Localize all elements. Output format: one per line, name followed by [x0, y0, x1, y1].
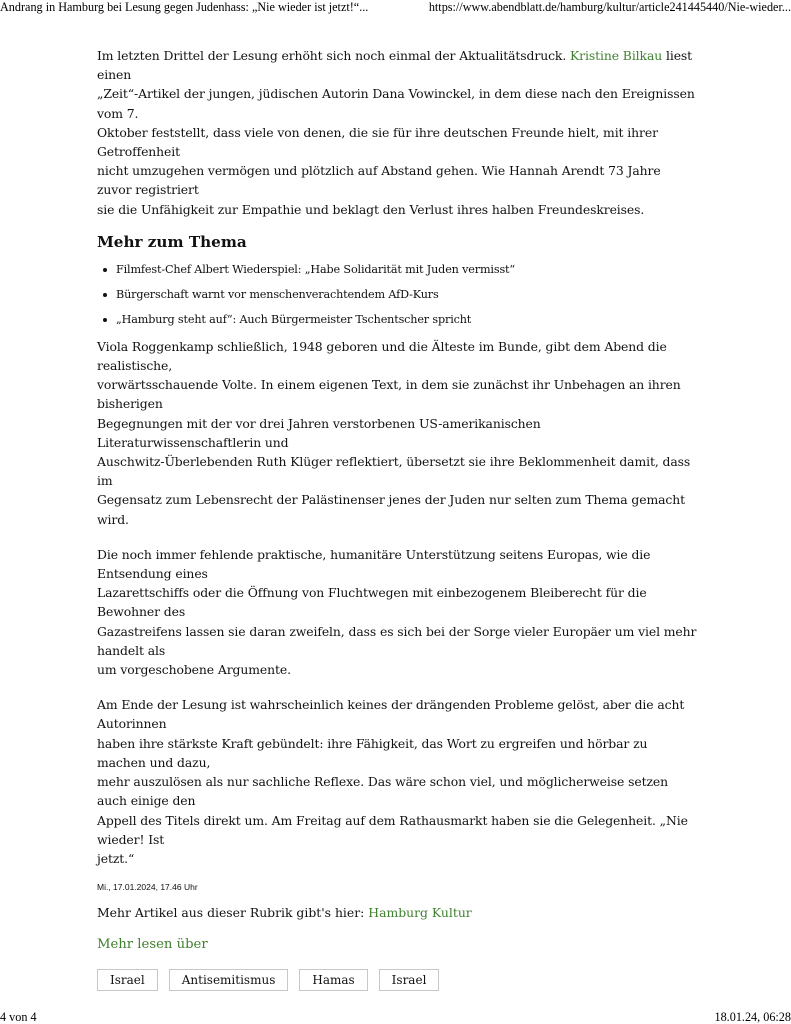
topic-link[interactable]: Filmfest-Chef Albert Wiederspiel: „Habe Solidarität mit Juden vermisst“ [116, 262, 515, 276]
list-item[interactable] [116, 313, 697, 327]
more-topic-heading: Mehr zum Thema [97, 232, 247, 251]
paragraph-text: Gazastreifens lassen sie daran zweifeln, dass es sich bei der Sorge vieler Europäer um viel mehr handelt als [97, 623, 697, 658]
article-body [97, 46, 697, 991]
paragraph-text: sie die Unfähigkeit zur Empathie und beklagt den Verlust ihres halben Freundeskreises. [97, 201, 645, 217]
tag-button-hamas[interactable]: Hamas [299, 969, 367, 991]
paragraph-text: Gegensatz zum Lebensrecht der Palästinenser jenes der Juden nur selten zum Thema gemacht wird. [97, 492, 686, 527]
tag-button-israel[interactable]: Israel [97, 969, 158, 991]
paragraph-text: um vorgeschobene Argumente. [97, 662, 291, 678]
paragraph-bilkau [97, 46, 697, 219]
bullet-icon [103, 293, 107, 297]
paragraph-text: liest einen [97, 48, 693, 83]
paragraph-text: „Zeit“-Artikel der jungen, jüdischen Autorin Dana Vowinckel, in dem diese nach den Ereignissen vom 7. [97, 86, 695, 121]
list-item[interactable] [116, 288, 697, 302]
paragraph-text: Lazarettschiffs oder die Öffnung von Fluchtwegen mit einbezogenem Bleiberecht für die Bewohner des [97, 585, 647, 620]
read-more-heading: Mehr lesen über [97, 937, 208, 953]
paragraph-text: Viola Roggenkamp schließlich, 1948 geboren und die Älteste im Bunde, gibt dem Abend die realistische, [97, 338, 667, 374]
paragraph-text: Appell des Titels direkt um. Am Freitag auf dem Rathausmarkt haben sie die Gelegenheit. „Nie wieder! Ist [97, 812, 688, 847]
print-header-url: https://www.abendblatt.de/hamburg/kultur/article241445440/Nie-wieder... [428, 0, 791, 14]
paragraph-text: Auschwitz-Überlebenden Ruth Klüger reflektiert, übersetzt sie ihre Beklommenheit damit, dass im [97, 454, 691, 489]
paragraph-text: Im letzten Drittel der Lesung erhöht sich noch einmal der Aktualitätsdruck. [97, 48, 571, 63]
paragraph-text: vorwärtsschauende Volte. In einem eigenen Text, in dem sie zunächst ihr Unbehagen an ihren bisherigen [97, 377, 681, 412]
more-articles-line [97, 904, 697, 921]
paragraph-text: Die noch immer fehlende praktische, humanitäre Unterstützung seitens Europas, wie die Entsendung eines [97, 546, 651, 582]
paragraph-roggenkamp [97, 337, 697, 529]
list-item[interactable] [116, 263, 697, 277]
paragraph-text: Oktober feststellt, dass viele von denen, die sie für ihre deutschen Freunde hielt, mit ihrer Getroffenheit [97, 124, 658, 160]
tag-button-antisemitismus[interactable]: Antisemitismus [169, 969, 289, 991]
more-articles-prefix: Mehr Artikel aus dieser Rubrik gibt's hier: [97, 905, 369, 921]
paragraph-conclusion [97, 695, 697, 868]
paragraph-text: nicht umzugehen vermögen und plötzlich auf Abstand gehen. Wie Hannah Arendt 73 Jahre zuvor registriert [97, 163, 661, 198]
topic-link[interactable]: Bürgerschaft warnt vor menschenverachtendem AfD-Kurs [116, 287, 439, 301]
page-counter: 4 von 4 [0, 1010, 37, 1024]
bullet-icon [103, 318, 107, 322]
paragraph-europe [97, 545, 697, 679]
publish-date: Mi., 17.01.2024, 17.46 Uhr [97, 882, 198, 893]
print-datetime: 18.01.24, 06:28 [714, 1010, 791, 1024]
tag-button-israel-2[interactable]: Israel [379, 969, 440, 991]
paragraph-text: Am Ende der Lesung ist wahrscheinlich keines der drängenden Probleme gelöst, aber die acht Autorinnen [97, 697, 685, 732]
author-link-kristine-bilkau[interactable]: Kristine Bilkau [570, 48, 663, 63]
print-header [0, 0, 791, 14]
paragraph-text: Begegnungen mit der vor drei Jahren verstorbenen US-amerikanischen Literaturwissenschaftlerin und [97, 415, 541, 450]
category-link-hamburg-kultur[interactable]: Hamburg Kultur [368, 905, 472, 921]
tag-list [97, 969, 697, 991]
paragraph-text: haben ihre stärkste Kraft gebündelt: ihre Fähigkeit, das Wort zu ergreifen und hörbar zu machen und dazu, [97, 735, 648, 770]
paragraph-text: mehr auszulösen als nur sachliche Reflexe. Das wäre schon viel, und möglicherweise setzen auch einige den [97, 774, 668, 809]
print-header-title: Andrang in Hamburg bei Lesung gegen Judenhass: „Nie wieder ist jetzt!“... [0, 0, 369, 14]
bullet-icon [103, 268, 107, 272]
paragraph-text: jetzt.“ [97, 850, 135, 866]
more-topic-list [97, 263, 697, 327]
topic-link[interactable]: „Hamburg steht auf“: Auch Bürgermeister Tschentscher spricht [116, 312, 472, 326]
print-footer [0, 1010, 791, 1024]
